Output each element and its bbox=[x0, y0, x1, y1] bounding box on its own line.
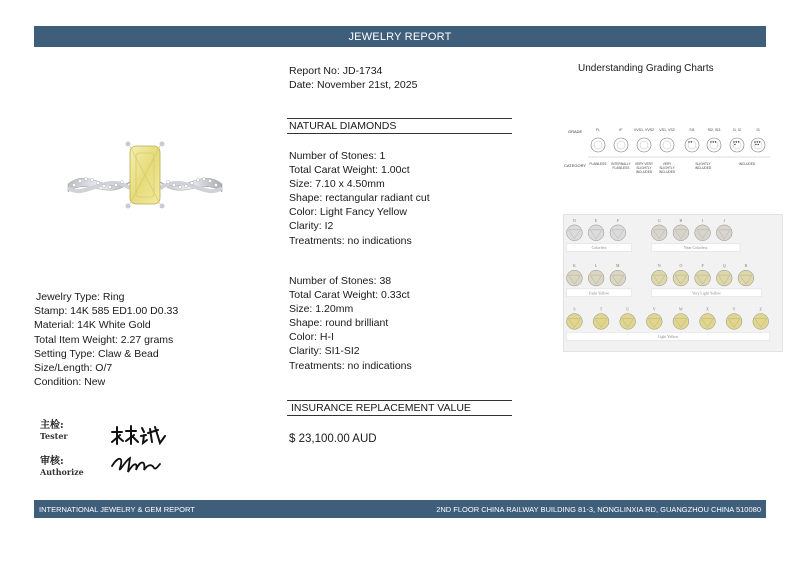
natural-diamonds-heading bbox=[287, 118, 512, 134]
clarity-inclusion bbox=[758, 144, 759, 145]
color-grade-label: F bbox=[616, 217, 619, 223]
color-grade-label: V bbox=[652, 306, 656, 312]
footer-address: 2ND FLOOR CHINA RAILWAY BUILDING 81-3, NONGLINXIA RD, GUANGZHOU CHINA 510080 bbox=[436, 504, 761, 514]
color-diamond-icon bbox=[738, 270, 754, 286]
clarity-category-label: FLAWLESS bbox=[589, 162, 607, 166]
material: Material: 14K White Gold bbox=[34, 319, 151, 332]
stamp: Stamp: 14K 585 ED1.00 D0.33 bbox=[34, 305, 179, 318]
clarity-grade-label: I3 bbox=[756, 128, 760, 132]
report-meta bbox=[289, 64, 417, 92]
clarity-inclusion bbox=[736, 141, 737, 142]
clarity-category-row-label: CATEGORY bbox=[564, 163, 587, 168]
side-stone-clarity: Clarity: SI1-SI2 bbox=[289, 345, 360, 358]
report-date: Date: November 21st, 2025 bbox=[289, 79, 418, 91]
center-stone-treatments: Treatments: no indications bbox=[289, 234, 412, 247]
total-item-weight: Total Item Weight: 2.27 grams bbox=[34, 333, 174, 346]
clarity-inclusion bbox=[691, 141, 692, 142]
color-grade-label: K bbox=[573, 263, 576, 269]
clarity-category-label: INCLUDED bbox=[658, 170, 676, 174]
color-grade-label: O bbox=[679, 263, 683, 269]
side-stone-treatments: Treatments: no indications bbox=[289, 359, 412, 372]
color-diamond-icon bbox=[716, 225, 732, 241]
clarity-inclusion bbox=[738, 141, 739, 142]
color-grade-label: S bbox=[573, 306, 576, 312]
report-number: Report No: JD-1734 bbox=[289, 65, 383, 77]
color-grade-group bbox=[651, 218, 740, 252]
side-stone-size: Size: 1.20mm bbox=[289, 303, 354, 316]
report-footer-bar bbox=[34, 500, 766, 518]
report-header-bar bbox=[34, 26, 766, 47]
color-grade-label: X bbox=[706, 306, 709, 312]
natural-diamonds-heading-text: NATURAL DIAMONDS bbox=[289, 120, 397, 132]
tester-signature bbox=[108, 424, 168, 446]
insurance-value: $ 23,100.00 AUD bbox=[289, 433, 377, 445]
color-diamond-icon bbox=[695, 270, 711, 286]
clarity-grade-label: VS1, VS2 bbox=[659, 128, 675, 132]
report-title: JEWELRY REPORT bbox=[348, 30, 452, 43]
clarity-grade-label: IF bbox=[619, 128, 623, 132]
center-stone-carat: Total Carat Weight: 1.00ct bbox=[289, 164, 410, 177]
insurance-heading bbox=[287, 400, 512, 416]
color-diamond-icon bbox=[588, 225, 604, 241]
clarity-diamond-icon bbox=[685, 138, 699, 152]
authorize-label bbox=[40, 452, 84, 477]
color-grade-label: G bbox=[657, 217, 661, 223]
center-stone-count: Number of Stones: 1 bbox=[289, 150, 386, 162]
tester-label bbox=[40, 416, 68, 441]
color-diamond-icon bbox=[567, 225, 583, 241]
color-diamond-icon bbox=[610, 225, 626, 241]
color-diamond-icon bbox=[593, 314, 609, 330]
item-details bbox=[34, 290, 178, 389]
footer-organization: INTERNATIONAL JEWELRY & GEM REPORT bbox=[39, 504, 195, 514]
grading-charts-title: Understanding Grading Charts bbox=[578, 63, 714, 74]
clarity-inclusion bbox=[755, 144, 756, 145]
clarity-category-label: SLIGHTLY bbox=[695, 162, 711, 166]
clarity-inclusion bbox=[759, 141, 760, 142]
clarity-row-label: GRADE bbox=[568, 129, 583, 134]
ring-photo bbox=[60, 118, 230, 228]
condition: Condition: New bbox=[34, 376, 106, 389]
color-diamond-icon bbox=[567, 314, 583, 330]
clarity-inclusion bbox=[754, 141, 755, 142]
clarity-grade-label: SI1 bbox=[689, 128, 695, 132]
color-diamond-icon bbox=[700, 314, 716, 330]
clarity-grade-label: VVS1, VVS2 bbox=[633, 128, 655, 132]
clarity-grade-label: SI2, SI3 bbox=[707, 128, 721, 132]
clarity-diamond-icon bbox=[614, 138, 628, 152]
clarity-grade-label: I1, I2 bbox=[733, 128, 741, 132]
color-grade-label: Z bbox=[759, 306, 762, 312]
color-grade-label: U bbox=[626, 306, 630, 312]
color-grade-group bbox=[651, 263, 761, 297]
color-diamond-icon bbox=[695, 225, 711, 241]
center-stone-color: Color: Light Fancy Yellow bbox=[289, 206, 407, 219]
color-grade-label: J bbox=[723, 217, 726, 223]
clarity-category-label: INCLUDED bbox=[694, 166, 712, 170]
clarity-category-label: INCLUDED bbox=[738, 162, 756, 166]
side-stone-count: Number of Stones: 38 bbox=[289, 275, 392, 287]
color-grade-label: W bbox=[679, 306, 683, 312]
color-diamond-icon bbox=[716, 270, 732, 286]
color-diamond-icon bbox=[610, 270, 626, 286]
color-chart bbox=[563, 214, 783, 352]
color-grade-label: Y bbox=[732, 306, 736, 312]
color-band-label: Near Colorless bbox=[683, 245, 708, 251]
tester-label-cn: 主检: bbox=[40, 420, 64, 431]
color-grade-label: H bbox=[679, 217, 683, 223]
setting-type: Setting Type: Claw & Bead bbox=[34, 347, 159, 360]
tester-label-en: Tester bbox=[40, 431, 68, 441]
color-grade-label: P bbox=[701, 263, 704, 269]
center-stone-clarity: Clarity: I2 bbox=[289, 220, 334, 233]
clarity-category-label: SLIGHTLY bbox=[636, 166, 652, 170]
jewelry-type: Jewelry Type: Ring bbox=[36, 291, 125, 303]
authorize-signature bbox=[110, 452, 162, 476]
clarity-category-label: VERY VERY bbox=[634, 162, 654, 166]
color-diamond-icon bbox=[726, 314, 742, 330]
color-diamond-icon bbox=[753, 314, 769, 330]
color-diamond-icon bbox=[673, 225, 689, 241]
side-stone-color: Color: H-I bbox=[289, 331, 334, 344]
color-band-label: Faint Yellow bbox=[589, 290, 610, 296]
color-grade-group bbox=[567, 218, 632, 252]
color-diamond-icon bbox=[673, 270, 689, 286]
color-grade-group bbox=[567, 307, 770, 341]
clarity-diamond-icon bbox=[591, 138, 605, 152]
color-grade-label: T bbox=[599, 306, 603, 312]
color-grade-group bbox=[567, 263, 632, 297]
side-stone-carat: Total Carat Weight: 0.33ct bbox=[289, 289, 410, 302]
color-diamond-icon bbox=[651, 225, 667, 241]
clarity-category-label: VERY bbox=[662, 162, 672, 166]
color-grade-label: D bbox=[573, 217, 576, 223]
insurance-heading-text: INSURANCE REPLACEMENT VALUE bbox=[291, 402, 471, 414]
clarity-inclusion bbox=[713, 141, 714, 142]
center-stone-size: Size: 7.10 x 4.50mm bbox=[289, 178, 385, 191]
clarity-inclusion bbox=[757, 141, 758, 142]
clarity-diamond-icon bbox=[707, 138, 721, 152]
color-grade-label: E bbox=[594, 217, 598, 223]
color-band-label: Light Yellow bbox=[657, 333, 679, 339]
clarity-category-label: FLAWLESS bbox=[612, 166, 630, 170]
clarity-diamond-icon bbox=[637, 138, 651, 152]
clarity-grade-label: FL bbox=[595, 128, 601, 132]
clarity-category-label: INCLUDED bbox=[635, 170, 653, 174]
center-stone-details bbox=[289, 149, 430, 248]
color-diamond-icon bbox=[673, 314, 689, 330]
side-stone-details bbox=[289, 274, 412, 373]
color-diamond-icon bbox=[651, 270, 667, 286]
color-grade-label: Q bbox=[722, 263, 726, 269]
color-band-label: Very Light Yellow bbox=[692, 290, 722, 296]
authorize-label-en: Authorize bbox=[40, 467, 84, 477]
color-diamond-icon bbox=[620, 314, 636, 330]
size-length: Size/Length: O/7 bbox=[34, 362, 113, 375]
color-diamond-icon bbox=[646, 314, 662, 330]
color-grade-label: I bbox=[701, 217, 704, 223]
clarity-inclusion bbox=[734, 144, 735, 145]
clarity-inclusion bbox=[710, 141, 711, 142]
color-diamond-icon bbox=[567, 270, 583, 286]
clarity-inclusion bbox=[733, 141, 734, 142]
color-grade-label: M bbox=[616, 263, 620, 269]
signatures bbox=[40, 414, 180, 480]
clarity-inclusion bbox=[715, 141, 716, 142]
clarity-chart bbox=[562, 121, 774, 181]
color-grade-label: R bbox=[744, 263, 748, 269]
color-grade-label: L bbox=[594, 263, 598, 269]
color-band-label: Colorless bbox=[591, 245, 607, 251]
center-stone-shape: Shape: rectangular radiant cut bbox=[289, 192, 430, 205]
clarity-inclusion bbox=[688, 141, 689, 142]
clarity-category-label: SLIGHTLY bbox=[659, 166, 675, 170]
clarity-category-label: INTERNALLY bbox=[611, 162, 631, 166]
authorize-label-cn: 审核: bbox=[40, 456, 64, 467]
side-stone-shape: Shape: round brilliant bbox=[289, 317, 389, 330]
clarity-diamond-icon bbox=[730, 138, 744, 152]
color-grade-label: N bbox=[657, 263, 661, 269]
clarity-diamond-icon bbox=[660, 138, 674, 152]
color-diamond-icon bbox=[588, 270, 604, 286]
